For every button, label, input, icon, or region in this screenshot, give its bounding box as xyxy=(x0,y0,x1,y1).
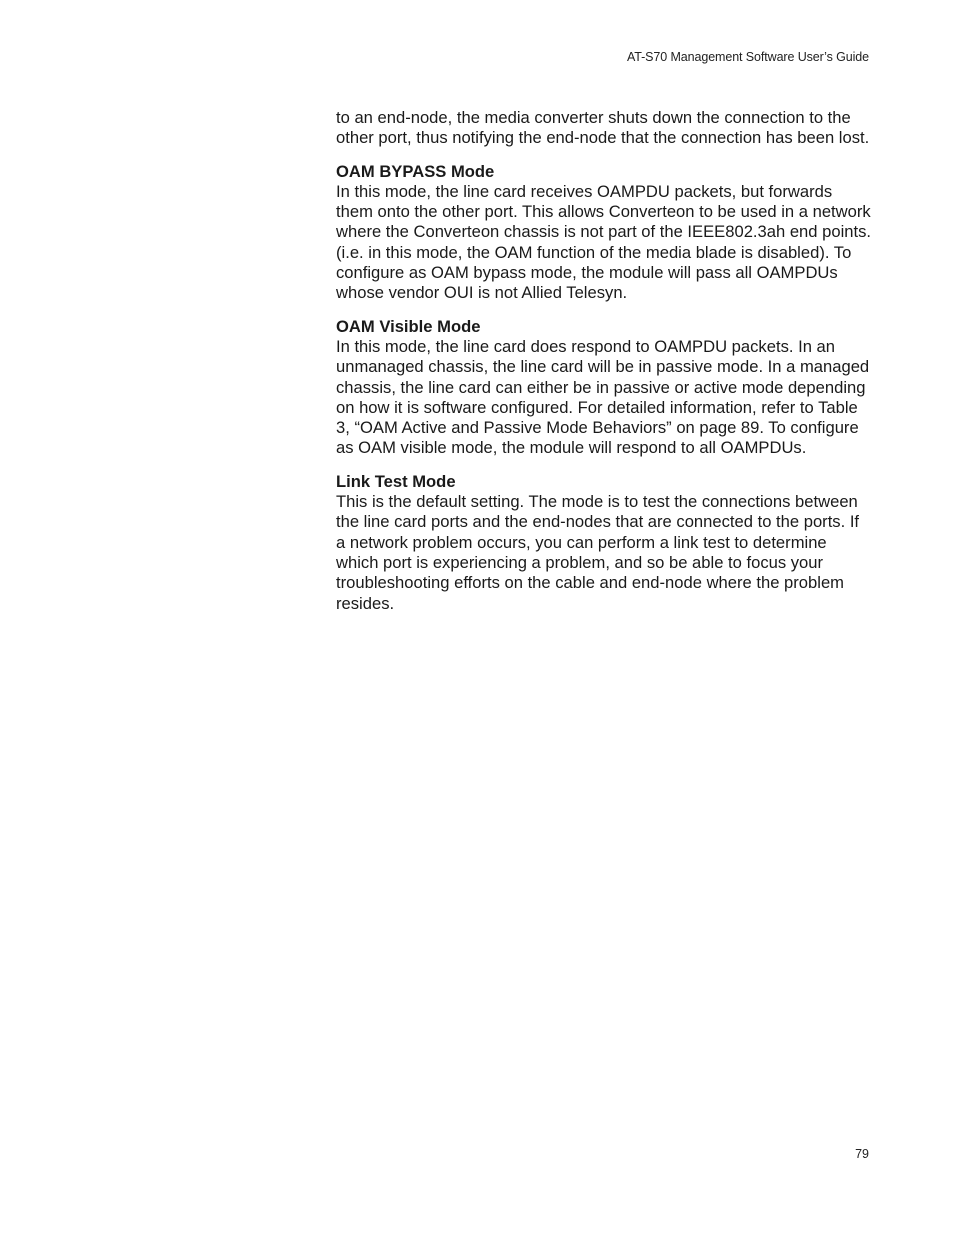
section-heading: OAM Visible Mode xyxy=(336,316,481,336)
section-oam-bypass-mode xyxy=(336,162,872,304)
section-body: In this mode, the line card does respond to OAMPDU packets. In an unmanaged chassis, the line card will be in passive mode. In a managed chassis, the line card can either be in passive or active mode depending on how it is software configured. For detailed information, refer to Table 3, “OAM Active and Passive Mode Behaviors” on page 89. To configure as OAM visible mode, the module will respond to all OAMPDUs. xyxy=(336,336,870,458)
running-header: AT-S70 Management Software User’s Guide xyxy=(626,50,869,64)
section-link-test-mode xyxy=(336,472,872,614)
section-oam-visible-mode xyxy=(336,317,872,459)
intro-paragraph: to an end-node, the media converter shuts down the connection to the other port, thus notifying the end-node that the connection has been lost. xyxy=(336,108,870,148)
page-number: 79 xyxy=(855,1147,869,1161)
section-heading: OAM BYPASS Mode xyxy=(336,161,495,181)
section-heading: Link Test Mode xyxy=(336,471,456,491)
page-content xyxy=(336,108,872,614)
section-body: This is the default setting. The mode is to test the connections between the line card ports and the end-nodes that are connected to the ports. If a network problem occurs, you can perform a link test to determine which port is experiencing a problem, and so be able to focus your troubleshooting efforts on the cable and end-node where the problem resides. xyxy=(336,492,860,613)
section-body: In this mode, the line card receives OAMPDU packets, but forwards them onto the other port. This allows Converteon to be used in a network where the Converteon chassis is not part of the IEEE802.3ah end points. (i.e. in this mode, the OAM function of the media blade is disabled). To configure as OAM bypass mode, the module will pass all OAMPDUs whose vendor OUI is not Allied Telesyn. xyxy=(336,181,872,303)
